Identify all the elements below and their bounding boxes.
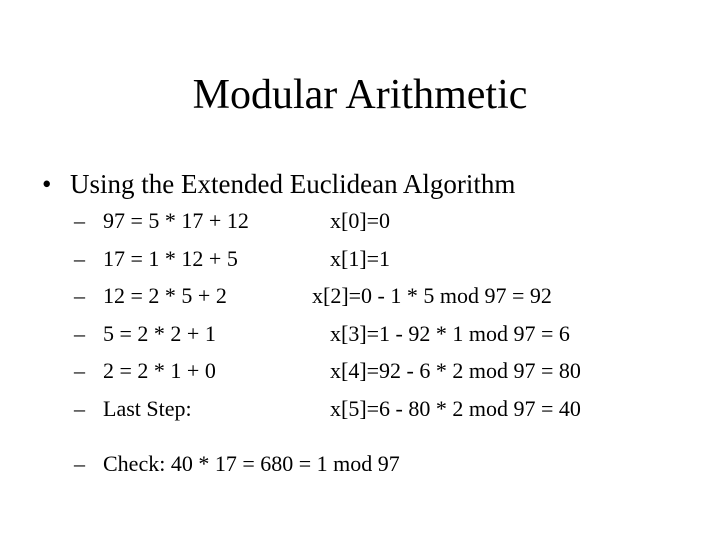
step-x-value: x[2]=0 - 1 * 5 mod 97 = 92 xyxy=(312,283,552,309)
dash-marker: – xyxy=(74,358,85,384)
check-line xyxy=(74,446,400,482)
check-text: Check: 40 * 17 = 680 = 1 mod 97 xyxy=(103,451,400,476)
dash-marker: – xyxy=(74,245,85,271)
bullet-marker: • xyxy=(42,169,52,199)
step-x-value: x[0]=0 xyxy=(330,208,391,233)
step-equation: Last Step: xyxy=(103,395,192,421)
step-equation: 2 = 2 * 1 + 0 xyxy=(103,358,216,384)
step-row xyxy=(74,390,714,428)
bullet-text: Using the Extended Euclidean Algorithm xyxy=(70,169,516,199)
step-x-value: x[4]=92 - 6 * 2 mod 97 = 80 xyxy=(330,358,581,384)
step-equation: 12 = 2 * 5 + 2 xyxy=(103,283,227,309)
dash-marker: – xyxy=(74,451,85,476)
step-row xyxy=(74,352,714,390)
dash-marker: – xyxy=(74,320,85,346)
step-equation: 17 = 1 * 12 + 5 xyxy=(103,245,238,271)
step-row xyxy=(74,277,714,315)
dash-marker: – xyxy=(74,395,85,421)
algorithm-steps xyxy=(74,202,714,428)
step-equation: 5 = 2 * 2 + 1 xyxy=(103,320,216,346)
step-x-value: x[5]=6 - 80 * 2 mod 97 = 40 xyxy=(330,395,581,421)
dash-marker: – xyxy=(74,208,85,233)
dash-marker: – xyxy=(74,283,85,309)
step-row xyxy=(74,240,714,278)
slide-title: Modular Arithmetic xyxy=(192,72,528,118)
step-row xyxy=(74,202,714,240)
bullet-line xyxy=(42,165,515,203)
step-row xyxy=(74,315,714,353)
step-x-value: x[3]=1 - 92 * 1 mod 97 = 6 xyxy=(330,320,570,346)
step-equation: 97 = 5 * 17 + 12 xyxy=(103,208,249,233)
step-x-value: x[1]=1 xyxy=(330,245,391,271)
